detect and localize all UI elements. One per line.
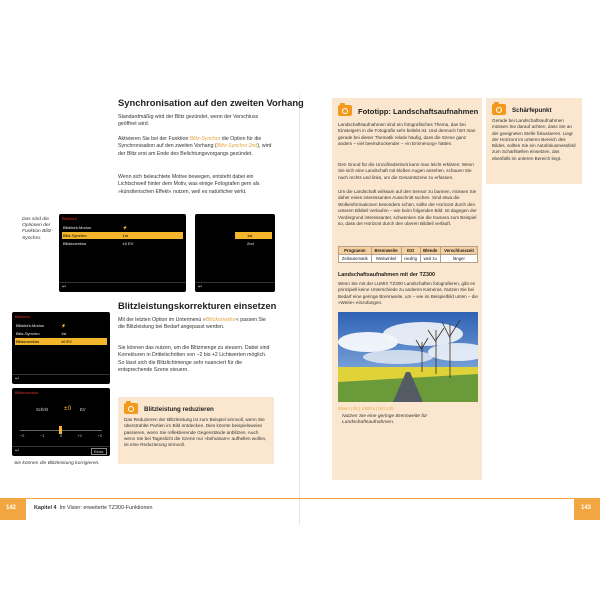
- menu-row-value: ±0 EV: [122, 241, 134, 246]
- tip-paragraph-2: Den Grund für die Unzufriedenheit kann man leicht erklären: Wenn Sie sich eine Landschaft mit bloßen Augen ansehen, schauen Sie nach rechts und links, um die Gesamtszene zu erfassen.: [338, 162, 474, 180]
- menu-row-label: Blitzkorrektur: [63, 241, 87, 246]
- table-header-cell: Brennweite: [371, 247, 401, 255]
- page-number: 142: [6, 505, 17, 511]
- table-cell: Zeitautomatik: [339, 255, 372, 263]
- chapter-label: Kapitel 4: [34, 505, 57, 511]
- table-header-row: [339, 247, 478, 255]
- back-icon[interactable]: ↩: [198, 284, 203, 290]
- scale-tick: +1: [77, 434, 83, 438]
- paragraph-sync-2: [118, 136, 272, 158]
- tip-box-landscape: [332, 98, 482, 480]
- menu-row-flash-correction[interactable]: [62, 240, 183, 247]
- scale-step-label: Schritt: [36, 407, 48, 412]
- paragraph-sync-1: Standardmäßig wird der Blitz gezündet, wenn der Verschluss geöffnet wird.: [118, 114, 259, 128]
- tip-text: Das Reduzieren der Blitzleistung ist zum Beispiel sinnvoll, wenn Sie überstrahlte Partien im Bild entdecken. Dies könnte beispielsweise passieren, wenn Sie reflektierende Gegenstände anblitzen. Auch wenn Sie bei Tageslicht die Szene nur »behutsam« aufhellen wollen, ist eine Reduzierung sinnvoll.: [124, 417, 267, 448]
- set-button[interactable]: Einst.: [91, 448, 107, 455]
- paragraph-sync-2-b: die Option für die Synchronisation auf den zweiten Vorhang (: [118, 136, 262, 150]
- scale-value: ±0: [64, 405, 72, 412]
- page-number-tab-right: [574, 498, 600, 520]
- scale-tick: +2: [97, 434, 102, 438]
- scale-tick: −1: [39, 434, 45, 438]
- highlight-blitz-synchro: Blitz-Synchro: [189, 136, 221, 142]
- menu-row-label: Blitz-Synchro: [63, 233, 87, 238]
- paragraph-correction-1-a: Mit der letzten Option im Untermenü »: [118, 317, 206, 323]
- menu-row-value: 1st: [122, 233, 128, 238]
- menu-row-flash-mode[interactable]: [15, 322, 107, 329]
- camera-icon: [338, 105, 352, 116]
- page-gutter: [299, 95, 300, 525]
- menu-footer: [59, 282, 186, 292]
- scale-tick: 0: [59, 434, 63, 438]
- menu-title: Blitzkorrektur: [15, 390, 39, 395]
- table-header-cell: Verschlusszeit: [441, 247, 478, 255]
- menu-row-value: ±0 EV: [61, 339, 72, 344]
- back-icon[interactable]: ↩: [62, 284, 67, 290]
- option-label: 1st: [247, 233, 253, 238]
- paragraph-sync-2-a: Aktivieren Sie bei der Funktion: [118, 136, 190, 142]
- tip-box-flash: [118, 397, 274, 464]
- camera-menu-sync-options: [195, 214, 275, 292]
- chapter-title: Im Visier: erweiterte TZ300-Funktionen: [59, 505, 153, 511]
- scale-ticks: [20, 434, 102, 438]
- menu-row-label: Blitz-Synchro: [16, 331, 40, 336]
- menu-row-flash-sync[interactable]: [62, 232, 183, 239]
- table-cell: länger: [441, 255, 478, 263]
- menu-footer: [195, 282, 275, 292]
- highlight-blitzkorrektur: Blitzkorrektur: [205, 317, 236, 323]
- back-icon[interactable]: ↩: [15, 448, 20, 454]
- back-icon[interactable]: ↩: [15, 376, 20, 382]
- option-1st[interactable]: [235, 232, 272, 239]
- section-heading-sync: Synchronisation auf den zweiten Vorhang: [118, 97, 304, 108]
- scale-thumb[interactable]: [59, 426, 62, 434]
- tip-paragraph-1: Landschaftsaufnahmen sind ein fotografisches Thema, das bei Einsteigern in die Fotografie sehr beliebt ist. Und dennoch hört man gerade bei dieser Thematik relativ häufig, dass die Szene ganz anders – viel beeindruckender – »in Erinnerung« hätten.: [338, 122, 476, 147]
- tip-title: Schärfepunkt: [512, 107, 552, 114]
- menu-row-label: Blitzlicht-Modus: [63, 225, 92, 230]
- camera-icon: [492, 104, 506, 115]
- table-header-cell: Programm: [339, 247, 372, 255]
- running-footer: [34, 505, 152, 511]
- camera-menu-sync: [59, 214, 186, 292]
- menu-row-label: Blitzlicht-Modus: [16, 323, 45, 328]
- paragraph-sync-2-c: ), wird der Blitz erst am Ende des Belichtungsvorgangs gezündet.: [118, 143, 272, 157]
- page-number-tab-left: [0, 498, 26, 520]
- caption-correction: Sie können die Blitzleistung korrigieren.: [14, 461, 100, 466]
- camera-menu-correction-scale: [12, 388, 110, 456]
- caption-sync-options: Das sind die Optionen der Funktion Blitz-Synchro.: [22, 217, 53, 241]
- photo-exif-line: 25mm | f/8 | 1/500 s | ISO 125: [338, 406, 394, 411]
- menu-row-flash-sync[interactable]: [15, 330, 107, 337]
- tip-text: Gerade bei Landschaftsaufnahmen müssen Sie darauf achten, dass Sie an der geeigneten Stelle fokussieren. Liegt der Horizont im unteren Bereich des Bildes, sollten Sie ein Autofokusmessfeld zum Scharfstellen einsetzen, das ebenfalls im unteren Bereich liegt.: [492, 118, 576, 161]
- paragraph-sync-3: Wenn sich beleuchtete Motive bewegen, entsteht dabei ein Lichtschweif hinter dem Motiv, was einige Fotografen gern als »künstlerischen Effekt« nutzen, weil es natürlicher wirkt.: [118, 174, 260, 195]
- paragraph-correction-1: [118, 317, 272, 332]
- menu-footer: [12, 446, 110, 456]
- option-2nd[interactable]: [235, 240, 272, 247]
- landscape-photo: [338, 312, 478, 402]
- camera-menu-correction: [12, 312, 110, 384]
- table-row: [339, 255, 478, 263]
- menu-row-value: 1st: [61, 331, 67, 336]
- tip-box-focus: [486, 98, 582, 184]
- tip-title: Blitzleistung reduzieren: [144, 406, 214, 413]
- camera-icon: [124, 403, 138, 414]
- page-number: 143: [581, 505, 592, 511]
- menu-footer: [12, 374, 110, 384]
- tip-title: Fototipp: Landschaftsaufnahmen: [358, 107, 479, 116]
- paragraph-correction-2: Sie können das nutzen, um die Blitzmenge zu steuern. Dabei sind Korrekturen in Drittelschritten von −2 bis +2 Lichtwerten möglich. So lässt sich die Blitzlichtmenge sehr nuanciert für die entsprechende Szene steuern.: [118, 345, 270, 374]
- highlight-blitz-synchro-2nd: Blitz-Synchro 2nd: [216, 143, 258, 150]
- menu-row-value: ⚡: [122, 225, 128, 230]
- menu-row-flash-correction[interactable]: [15, 338, 107, 345]
- menu-title: Blitzlicht: [62, 216, 77, 221]
- tip-paragraph-3: Um die Landschaft wirksam auf den Sensor zu bannen, müssen Sie daher einen interessanten Ausschnitt suchen. Sind etwa die Wolkenformationen besonders schön, sollte der Horizont durch den unteren Bildteil verlaufen – wie beim folgenden Bild. Ist dagegen der Vordergrund interessanter, schwenken Sie die Kamera zum Beispiel so, dass der Horizont durch den oberen Bildteil verläuft.: [338, 189, 477, 227]
- settings-table: [338, 246, 478, 263]
- tip-subheading: Landschaftsaufnahmen mit der TZ300: [338, 272, 436, 278]
- menu-row-value: ⚡: [61, 323, 66, 328]
- table-cell: niedrig: [401, 255, 420, 263]
- tip-paragraph-4: Wenn Sie mit der LUMIX TZ300 Landschaften fotografieren, gibt es prinzipiell keine Unterschiede zu anderen Kameras. Nutzen Sie bei Bedarf eine geringe Brennweite, um – wie im Beispielbild unten – die »Weite« einzufangen.: [338, 281, 478, 306]
- landscape-photo-graphic: [338, 312, 478, 402]
- table-header-cell: Blende: [420, 247, 440, 255]
- paragraph-correction-1-b: « passen Sie die Blitzleistung bei Bedarf angepasst werden.: [118, 317, 266, 331]
- section-heading-correction: Blitzleistungskorrekturen einsetzen: [118, 300, 277, 311]
- scale-unit: EV: [80, 407, 86, 412]
- option-label: 2nd: [247, 241, 254, 246]
- menu-row-label: Blitzkorrektur: [16, 339, 40, 344]
- footer-rule-right: [300, 498, 574, 521]
- table-header-cell: ISO: [401, 247, 420, 255]
- table-cell: weit zu: [420, 255, 440, 263]
- photo-caption: Nutzen Sie eine geringe Brennweite für Landschaftsaufnahmen.: [342, 414, 428, 426]
- menu-row-flash-mode[interactable]: [62, 224, 183, 231]
- menu-title: Blitzlicht: [15, 314, 30, 319]
- scale-tick: −2: [20, 434, 25, 438]
- table-cell: Weitwinkel: [371, 255, 401, 263]
